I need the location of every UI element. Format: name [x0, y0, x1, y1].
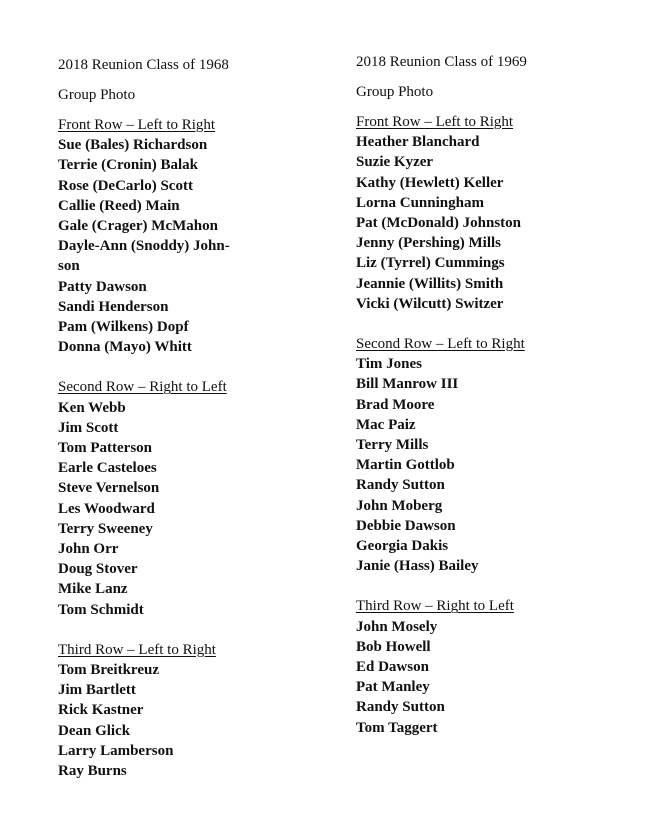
name-list: [58, 398, 338, 620]
row-heading: Front Row – Left to Right: [58, 117, 216, 133]
name-item: Ed Dawson: [356, 659, 429, 676]
name-item: Gale (Crager) McMahon: [58, 218, 218, 235]
row-heading: Third Row – Right to Left: [356, 598, 514, 615]
name-item: John Orr: [58, 541, 119, 558]
name-item: Ray Burns: [58, 763, 127, 780]
name-item: Liz (Tyrrel) Cummings: [356, 255, 505, 272]
name-item: Debbie Dawson: [356, 517, 456, 534]
name-item: Kathy (Hewlett) Keller: [356, 174, 504, 191]
row-section: [356, 112, 636, 314]
name-item: Rick Kastner: [58, 702, 144, 719]
name-item: Terry Sweeney: [58, 520, 153, 537]
class-1969-rows: [356, 112, 636, 738]
name-item: Randy Sutton: [356, 699, 445, 716]
name-item: Bob Howell: [356, 638, 431, 655]
name-item: Jim Bartlett: [58, 682, 136, 699]
name-list: [356, 132, 636, 314]
name-item: Tom Breitkreuz: [58, 662, 159, 679]
name-item: Pat (McDonald) Johnston: [356, 215, 522, 232]
name-item: Callie (Reed) Main: [58, 197, 180, 214]
class-1969-column: [356, 52, 636, 738]
name-item: Terrie (Cronin) Balak: [58, 157, 199, 174]
name-item: Pat Manley: [356, 679, 430, 696]
row-heading: Front Row – Left to Right: [356, 114, 514, 130]
name-item: Tim Jones: [356, 356, 422, 373]
name-item: Georgia Dakis: [356, 538, 449, 555]
row-heading: Third Row – Left to Right: [58, 641, 216, 658]
name-item: Lorna Cunningham: [356, 194, 484, 211]
name-item: Donna (Mayo) Whitt: [58, 339, 192, 356]
name-item: Steve Vernelson: [58, 480, 160, 497]
name-item: Dean Glick: [58, 722, 131, 739]
name-list: [356, 354, 636, 576]
name-item: Larry Lamberson: [58, 742, 174, 759]
name-item: Suzie Kyzer: [356, 154, 434, 171]
class-1969-title: 2018 Reunion Class of 1969: [356, 54, 527, 70]
class-1968-column: [58, 55, 338, 781]
name-item: Martin Gottlob: [356, 457, 455, 474]
class-1969-subtitle: Group Photo: [356, 84, 434, 100]
name-item: Rose (DeCarlo) Scott: [58, 177, 193, 194]
class-1968-subtitle: Group Photo: [58, 87, 136, 103]
name-item: Mac Paiz: [356, 416, 416, 433]
name-item: Patty Dawson: [58, 278, 147, 295]
name-item: Terry Mills: [356, 437, 429, 454]
name-item: Janie (Hass) Bailey: [356, 558, 479, 575]
name-item: Les Woodward: [58, 500, 155, 517]
row-heading: Second Row – Right to Left: [58, 379, 227, 396]
name-item: Ken Webb: [58, 399, 126, 416]
name-item: Jim Scott: [58, 419, 119, 436]
row-section: [356, 596, 636, 737]
row-section: [58, 377, 338, 619]
name-item: Vicki (Wilcutt) Switzer: [356, 295, 504, 312]
name-list: [58, 135, 338, 357]
row-section: [58, 115, 338, 357]
name-item: son: [58, 258, 80, 275]
name-item: Bill Manrow III: [356, 376, 459, 393]
row-section: [356, 334, 636, 576]
name-list: [356, 617, 636, 738]
name-item: Sandi Henderson: [58, 298, 169, 315]
name-item: Pam (Wilkens) Dopf: [58, 319, 189, 336]
name-item: John Mosely: [356, 618, 438, 635]
class-1968-title: 2018 Reunion Class of 1968: [58, 57, 229, 73]
name-item: Doug Stover: [58, 561, 138, 578]
name-list: [58, 660, 338, 781]
name-item: Tom Taggert: [356, 719, 438, 736]
name-item: Jenny (Pershing) Mills: [356, 235, 501, 252]
name-item: Earle Casteloes: [58, 460, 157, 477]
name-item: Tom Schmidt: [58, 601, 144, 618]
class-1968-rows: [58, 115, 338, 781]
row-section: [58, 640, 338, 781]
name-item: Brad Moore: [356, 396, 435, 413]
name-item: Dayle-Ann (Snoddy) John-: [58, 238, 230, 255]
row-heading: Second Row – Left to Right: [356, 336, 525, 353]
name-item: Mike Lanz: [58, 581, 128, 598]
name-item: Sue (Bales) Richardson: [58, 137, 208, 154]
name-item: Tom Patterson: [58, 440, 153, 457]
name-item: John Moberg: [356, 497, 443, 514]
name-item: Jeannie (Willits) Smith: [356, 275, 504, 292]
name-item: Heather Blanchard: [356, 134, 480, 151]
name-item: Randy Sutton: [356, 477, 445, 494]
